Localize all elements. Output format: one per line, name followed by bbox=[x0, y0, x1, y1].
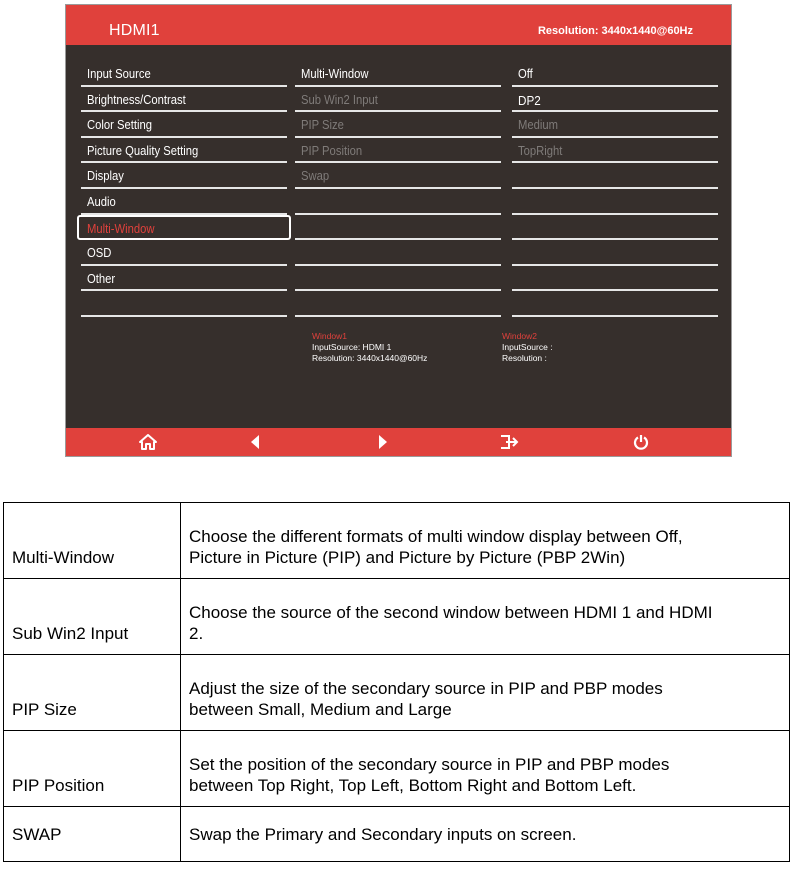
power-icon[interactable] bbox=[631, 433, 651, 451]
table-row bbox=[4, 579, 790, 655]
setting-name: Multi-Window bbox=[4, 503, 181, 579]
setting-name: PIP Size bbox=[4, 655, 181, 731]
value-sub-win2-input[interactable]: DP2 bbox=[512, 87, 718, 113]
window1-input: InputSource: HDMI 1 bbox=[312, 342, 392, 352]
description-table bbox=[3, 502, 790, 862]
submenu-item-pip-size[interactable]: PIP Size bbox=[295, 112, 501, 138]
value-multi-window[interactable]: Off bbox=[512, 61, 718, 87]
menu-item-multi-window[interactable]: Multi-Window bbox=[77, 215, 291, 241]
value-empty bbox=[512, 291, 718, 317]
value-column bbox=[512, 61, 718, 317]
setting-name: SWAP bbox=[4, 807, 181, 862]
submenu-item-empty bbox=[295, 215, 501, 241]
submenu-item-empty bbox=[295, 189, 501, 215]
menu-item-audio[interactable]: Audio bbox=[81, 189, 287, 215]
right-arrow-icon[interactable] bbox=[373, 433, 393, 451]
value-pip-size[interactable]: Medium bbox=[512, 112, 718, 138]
table-row bbox=[4, 731, 790, 807]
submenu-item-multi-window[interactable]: Multi-Window bbox=[295, 61, 501, 87]
main-menu bbox=[81, 61, 287, 317]
window2-title: Window2 bbox=[502, 331, 537, 341]
window1-title: Window1 bbox=[312, 331, 347, 341]
home-icon[interactable] bbox=[138, 433, 158, 451]
source-title: HDMI1 bbox=[109, 22, 160, 39]
submenu-item-pip-position[interactable]: PIP Position bbox=[295, 138, 501, 164]
value-empty bbox=[512, 189, 718, 215]
table-row bbox=[4, 655, 790, 731]
setting-name: Sub Win2 Input bbox=[4, 579, 181, 655]
setting-description: Swap the Primary and Secondary inputs on screen. bbox=[181, 807, 790, 862]
setting-description: Adjust the size of the secondary source in PIP and PBP modes between Small, Medium and Large bbox=[181, 655, 790, 731]
menu-item-osd[interactable]: OSD bbox=[81, 240, 287, 266]
window1-info bbox=[312, 331, 427, 364]
setting-name: PIP Position bbox=[4, 731, 181, 807]
osd-menu bbox=[65, 4, 732, 457]
osd-footer bbox=[66, 428, 731, 456]
window2-resolution: Resolution : bbox=[502, 353, 547, 363]
menu-item-other[interactable]: Other bbox=[81, 266, 287, 292]
value-empty bbox=[512, 215, 718, 241]
menu-item-brightness-contrast[interactable]: Brightness/Contrast bbox=[81, 87, 287, 113]
table-row bbox=[4, 807, 790, 862]
exit-icon[interactable] bbox=[499, 433, 519, 451]
submenu-item-swap[interactable]: Swap bbox=[295, 163, 501, 189]
menu-item-color-setting[interactable]: Color Setting bbox=[81, 112, 287, 138]
menu-item-display[interactable]: Display bbox=[81, 163, 287, 189]
window1-resolution: Resolution: 3440x1440@60Hz bbox=[312, 353, 428, 363]
value-empty bbox=[512, 240, 718, 266]
window2-input: InputSource : bbox=[502, 342, 553, 352]
menu-item-picture-quality[interactable]: Picture Quality Setting bbox=[81, 138, 287, 164]
submenu-item-empty bbox=[295, 291, 501, 317]
submenu-item-sub-win2-input[interactable]: Sub Win2 Input bbox=[295, 87, 501, 113]
left-arrow-icon[interactable] bbox=[245, 433, 265, 451]
submenu-item-empty bbox=[295, 266, 501, 292]
menu-item-empty bbox=[81, 291, 287, 317]
table-row bbox=[4, 503, 790, 579]
submenu-item-empty bbox=[295, 240, 501, 266]
value-empty bbox=[512, 163, 718, 189]
menu-item-input-source[interactable]: Input Source bbox=[81, 61, 287, 87]
value-pip-position[interactable]: TopRight bbox=[512, 138, 718, 164]
setting-description: Choose the source of the second window between HDMI 1 and HDMI 2. bbox=[181, 579, 790, 655]
resolution-readout: Resolution: 3440x1440@60Hz bbox=[537, 25, 693, 37]
window2-info bbox=[502, 331, 553, 364]
setting-description: Choose the different formats of multi window display between Off, Picture in Picture (PIP) and Picture by Picture (PBP 2Win) bbox=[181, 503, 790, 579]
value-empty bbox=[512, 266, 718, 292]
osd-header bbox=[66, 5, 731, 45]
setting-description: Set the position of the secondary source in PIP and PBP modes between Top Right, Top Left, Bottom Right and Bottom Left. bbox=[181, 731, 790, 807]
sub-menu bbox=[295, 61, 501, 317]
